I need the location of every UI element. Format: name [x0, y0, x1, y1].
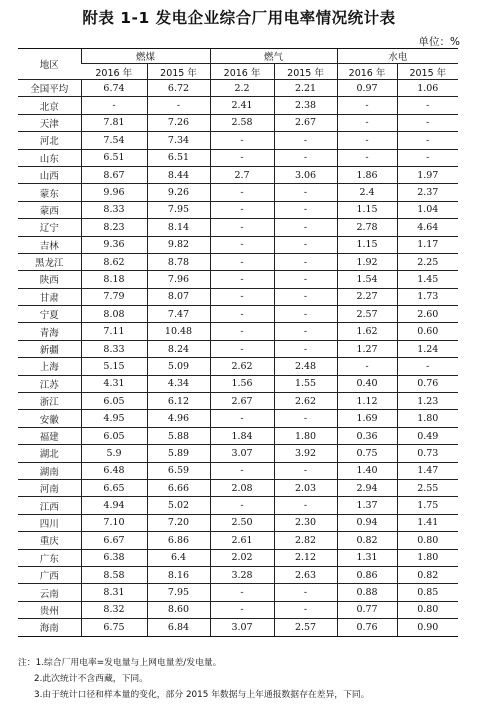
- value-cell: -: [274, 253, 337, 270]
- value-cell: 0.77: [337, 601, 397, 618]
- value-cell: 1.06: [397, 80, 458, 97]
- value-cell: 2.94: [337, 479, 397, 496]
- header-group-gas: 燃气: [210, 49, 337, 64]
- value-cell: 6.48: [81, 462, 147, 479]
- value-cell: 5.09: [147, 358, 210, 375]
- table-row: [18, 462, 458, 479]
- value-cell: -: [274, 340, 337, 357]
- value-cell: 4.31: [81, 375, 147, 392]
- region-cell: 青海: [18, 323, 81, 340]
- value-cell: 2.03: [274, 479, 337, 496]
- value-cell: 9.96: [81, 184, 147, 201]
- value-cell: 1.54: [337, 271, 397, 288]
- value-cell: -: [210, 132, 274, 149]
- value-cell: 8.31: [81, 584, 147, 601]
- header-year: 2016 年: [210, 64, 274, 80]
- value-cell: 3.92: [274, 445, 337, 462]
- value-cell: 1.92: [337, 253, 397, 270]
- value-cell: 5.9: [81, 445, 147, 462]
- region-cell: 海南: [18, 619, 81, 636]
- value-cell: 6.74: [81, 80, 147, 97]
- value-cell: 2.67: [274, 114, 337, 131]
- table-row: [18, 358, 458, 375]
- value-cell: 0.80: [397, 532, 458, 549]
- value-cell: 1.80: [397, 549, 458, 566]
- table-row: [18, 271, 458, 288]
- table-row: [18, 427, 458, 444]
- table-row: [18, 306, 458, 323]
- value-cell: 8.44: [147, 166, 210, 183]
- value-cell: 3.07: [210, 445, 274, 462]
- value-cell: -: [397, 114, 458, 131]
- value-cell: -: [81, 97, 147, 114]
- value-cell: 2.25: [397, 253, 458, 270]
- value-cell: 8.62: [81, 253, 147, 270]
- value-cell: 1.55: [274, 375, 337, 392]
- value-cell: 5.15: [81, 358, 147, 375]
- value-cell: -: [337, 114, 397, 131]
- value-cell: 7.34: [147, 132, 210, 149]
- value-cell: 8.08: [81, 306, 147, 323]
- value-cell: 7.54: [81, 132, 147, 149]
- value-cell: 1.31: [337, 549, 397, 566]
- region-cell: 贵州: [18, 601, 81, 618]
- value-cell: 6.72: [147, 80, 210, 97]
- value-cell: 2.30: [274, 514, 337, 531]
- value-cell: 10.48: [147, 323, 210, 340]
- table-row: [18, 114, 458, 131]
- value-cell: 6.67: [81, 532, 147, 549]
- value-cell: 6.38: [81, 549, 147, 566]
- value-cell: -: [397, 358, 458, 375]
- value-cell: 0.75: [337, 445, 397, 462]
- table-row: [18, 97, 458, 114]
- table-row: [18, 601, 458, 618]
- value-cell: 0.86: [337, 566, 397, 583]
- header-year: 2016 年: [337, 64, 397, 80]
- value-cell: 2.60: [397, 306, 458, 323]
- value-cell: -: [210, 462, 274, 479]
- value-cell: -: [210, 340, 274, 357]
- value-cell: -: [274, 462, 337, 479]
- table-row: [18, 184, 458, 201]
- region-cell: 陕西: [18, 271, 81, 288]
- value-cell: 2.7: [210, 166, 274, 183]
- value-cell: 7.20: [147, 514, 210, 531]
- value-cell: 1.75: [397, 497, 458, 514]
- value-cell: -: [210, 184, 274, 201]
- value-cell: 6.05: [81, 393, 147, 410]
- value-cell: 4.95: [81, 410, 147, 427]
- region-cell: 新疆: [18, 340, 81, 357]
- value-cell: 4.94: [81, 497, 147, 514]
- value-cell: -: [274, 184, 337, 201]
- region-cell: 山西: [18, 166, 81, 183]
- value-cell: 0.85: [397, 584, 458, 601]
- region-cell: 江西: [18, 497, 81, 514]
- value-cell: -: [210, 497, 274, 514]
- value-cell: 8.07: [147, 288, 210, 305]
- value-cell: 8.32: [81, 601, 147, 618]
- region-cell: 福建: [18, 427, 81, 444]
- value-cell: 1.41: [397, 514, 458, 531]
- region-cell: 广东: [18, 549, 81, 566]
- value-cell: -: [274, 323, 337, 340]
- value-cell: -: [337, 358, 397, 375]
- value-cell: 2.82: [274, 532, 337, 549]
- note-2: 2.此次统计不含西藏，下同。: [34, 674, 148, 684]
- region-cell: 江苏: [18, 375, 81, 392]
- table-row: [18, 497, 458, 514]
- value-cell: 1.24: [397, 340, 458, 357]
- value-cell: 6.51: [81, 149, 147, 166]
- value-cell: 1.37: [337, 497, 397, 514]
- value-cell: 2.02: [210, 549, 274, 566]
- value-cell: 1.27: [337, 340, 397, 357]
- value-cell: -: [210, 601, 274, 618]
- value-cell: -: [274, 306, 337, 323]
- value-cell: -: [274, 149, 337, 166]
- note-3: 3.由于统计口径和样本量的变化，部分 2015 年数据与上年通报数据存在差异，下同。: [34, 690, 370, 700]
- value-cell: 6.12: [147, 393, 210, 410]
- value-cell: 1.17: [397, 236, 458, 253]
- value-cell: 2.2: [210, 80, 274, 97]
- unit-label: 单位：%: [418, 36, 460, 48]
- table-body: [18, 80, 458, 637]
- table-row: [18, 619, 458, 636]
- value-cell: -: [210, 149, 274, 166]
- value-cell: 0.82: [337, 532, 397, 549]
- table-row: [18, 253, 458, 270]
- value-cell: 0.73: [397, 445, 458, 462]
- value-cell: 8.18: [81, 271, 147, 288]
- value-cell: 8.58: [81, 566, 147, 583]
- value-cell: 6.84: [147, 619, 210, 636]
- table-row: [18, 410, 458, 427]
- value-cell: 4.34: [147, 375, 210, 392]
- region-cell: 上海: [18, 358, 81, 375]
- header-year: 2015 年: [274, 64, 337, 80]
- value-cell: 6.51: [147, 149, 210, 166]
- value-cell: 7.95: [147, 584, 210, 601]
- region-cell: 宁夏: [18, 306, 81, 323]
- value-cell: 7.26: [147, 114, 210, 131]
- table-row: [18, 532, 458, 549]
- statistics-table: [18, 48, 458, 637]
- value-cell: 2.55: [397, 479, 458, 496]
- value-cell: -: [337, 132, 397, 149]
- region-cell: 四川: [18, 514, 81, 531]
- value-cell: 7.79: [81, 288, 147, 305]
- region-cell: 山东: [18, 149, 81, 166]
- value-cell: 4.64: [397, 219, 458, 236]
- value-cell: 0.36: [337, 427, 397, 444]
- value-cell: 1.15: [337, 201, 397, 218]
- value-cell: 1.47: [397, 462, 458, 479]
- value-cell: 9.36: [81, 236, 147, 253]
- table-row: [18, 479, 458, 496]
- table-row: [18, 132, 458, 149]
- value-cell: 0.82: [397, 566, 458, 583]
- value-cell: -: [147, 97, 210, 114]
- value-cell: 2.61: [210, 532, 274, 549]
- value-cell: 4.96: [147, 410, 210, 427]
- value-cell: 8.33: [81, 340, 147, 357]
- value-cell: 2.57: [274, 619, 337, 636]
- value-cell: 7.95: [147, 201, 210, 218]
- value-cell: -: [210, 410, 274, 427]
- table-row: [18, 445, 458, 462]
- value-cell: 2.58: [210, 114, 274, 131]
- header-year: 2016 年: [81, 64, 147, 80]
- table-row: [18, 236, 458, 253]
- value-cell: -: [274, 497, 337, 514]
- header-year: 2015 年: [147, 64, 210, 80]
- value-cell: 6.05: [81, 427, 147, 444]
- value-cell: 2.27: [337, 288, 397, 305]
- region-cell: 河南: [18, 479, 81, 496]
- region-cell: 北京: [18, 97, 81, 114]
- value-cell: 1.56: [210, 375, 274, 392]
- region-cell: 黑龙江: [18, 253, 81, 270]
- value-cell: -: [397, 132, 458, 149]
- value-cell: -: [397, 149, 458, 166]
- value-cell: 2.57: [337, 306, 397, 323]
- value-cell: -: [210, 201, 274, 218]
- value-cell: 7.96: [147, 271, 210, 288]
- region-cell: 蒙西: [18, 201, 81, 218]
- value-cell: -: [274, 288, 337, 305]
- value-cell: 0.94: [337, 514, 397, 531]
- region-cell: 辽宁: [18, 219, 81, 236]
- value-cell: 2.37: [397, 184, 458, 201]
- value-cell: 0.76: [337, 619, 397, 636]
- table-row: [18, 201, 458, 218]
- value-cell: 6.4: [147, 549, 210, 566]
- value-cell: -: [210, 306, 274, 323]
- value-cell: 0.76: [397, 375, 458, 392]
- value-cell: 2.50: [210, 514, 274, 531]
- value-cell: 2.62: [274, 393, 337, 410]
- region-cell: 云南: [18, 584, 81, 601]
- value-cell: -: [210, 323, 274, 340]
- region-cell: 甘肃: [18, 288, 81, 305]
- value-cell: 8.23: [81, 219, 147, 236]
- value-cell: 3.07: [210, 619, 274, 636]
- header-group-coal: 燃煤: [81, 49, 210, 64]
- value-cell: 6.75: [81, 619, 147, 636]
- value-cell: -: [210, 584, 274, 601]
- value-cell: -: [210, 271, 274, 288]
- table-row: [18, 323, 458, 340]
- region-cell: 湖南: [18, 462, 81, 479]
- value-cell: 7.81: [81, 114, 147, 131]
- value-cell: -: [337, 97, 397, 114]
- value-cell: 2.08: [210, 479, 274, 496]
- value-cell: 3.06: [274, 166, 337, 183]
- value-cell: 1.73: [397, 288, 458, 305]
- value-cell: -: [274, 236, 337, 253]
- value-cell: 2.63: [274, 566, 337, 583]
- value-cell: 2.21: [274, 80, 337, 97]
- value-cell: -: [274, 410, 337, 427]
- table-row: [18, 340, 458, 357]
- value-cell: 1.69: [337, 410, 397, 427]
- table-row: [18, 566, 458, 583]
- region-cell: 蒙东: [18, 184, 81, 201]
- value-cell: 6.66: [147, 479, 210, 496]
- value-cell: 1.40: [337, 462, 397, 479]
- value-cell: 0.40: [337, 375, 397, 392]
- value-cell: 7.47: [147, 306, 210, 323]
- value-cell: 1.45: [397, 271, 458, 288]
- table-row: [18, 288, 458, 305]
- value-cell: 1.80: [274, 427, 337, 444]
- value-cell: 0.88: [337, 584, 397, 601]
- header-region: 地区: [18, 49, 81, 80]
- region-cell: 重庆: [18, 532, 81, 549]
- table-row: [18, 549, 458, 566]
- value-cell: -: [210, 288, 274, 305]
- value-cell: 0.90: [397, 619, 458, 636]
- value-cell: 1.86: [337, 166, 397, 183]
- table-row: [18, 219, 458, 236]
- value-cell: 6.59: [147, 462, 210, 479]
- table-row: [18, 80, 458, 97]
- region-cell: 安徽: [18, 410, 81, 427]
- notes: [18, 655, 468, 703]
- value-cell: 2.38: [274, 97, 337, 114]
- value-cell: 7.10: [81, 514, 147, 531]
- value-cell: -: [210, 253, 274, 270]
- value-cell: -: [274, 271, 337, 288]
- value-cell: 1.04: [397, 201, 458, 218]
- value-cell: -: [397, 97, 458, 114]
- value-cell: 5.02: [147, 497, 210, 514]
- value-cell: -: [274, 132, 337, 149]
- region-cell: 河北: [18, 132, 81, 149]
- value-cell: 1.15: [337, 236, 397, 253]
- header-group-hydro: 水电: [337, 49, 458, 64]
- value-cell: 8.78: [147, 253, 210, 270]
- value-cell: 1.23: [397, 393, 458, 410]
- region-cell: 吉林: [18, 236, 81, 253]
- value-cell: 8.67: [81, 166, 147, 183]
- value-cell: -: [274, 601, 337, 618]
- value-cell: 6.86: [147, 532, 210, 549]
- value-cell: 1.84: [210, 427, 274, 444]
- region-cell: 全国平均: [18, 80, 81, 97]
- value-cell: -: [210, 219, 274, 236]
- value-cell: 8.14: [147, 219, 210, 236]
- value-cell: 2.4: [337, 184, 397, 201]
- value-cell: 1.62: [337, 323, 397, 340]
- value-cell: -: [210, 236, 274, 253]
- value-cell: 2.12: [274, 549, 337, 566]
- value-cell: 9.26: [147, 184, 210, 201]
- value-cell: 0.60: [397, 323, 458, 340]
- table-row: [18, 393, 458, 410]
- note-1: 注：1.综合厂用电率=发电量与上网电量差/发电量。: [18, 658, 222, 668]
- value-cell: 3.28: [210, 566, 274, 583]
- value-cell: 0.49: [397, 427, 458, 444]
- region-cell: 广西: [18, 566, 81, 583]
- table-row: [18, 584, 458, 601]
- value-cell: 0.97: [337, 80, 397, 97]
- value-cell: 2.48: [274, 358, 337, 375]
- table-row: [18, 166, 458, 183]
- region-cell: 浙江: [18, 393, 81, 410]
- value-cell: 8.16: [147, 566, 210, 583]
- value-cell: -: [274, 584, 337, 601]
- value-cell: 2.41: [210, 97, 274, 114]
- value-cell: 1.80: [397, 410, 458, 427]
- value-cell: -: [274, 201, 337, 218]
- table-row: [18, 514, 458, 531]
- value-cell: 2.62: [210, 358, 274, 375]
- region-cell: 天津: [18, 114, 81, 131]
- value-cell: 8.24: [147, 340, 210, 357]
- value-cell: 6.65: [81, 479, 147, 496]
- value-cell: -: [274, 219, 337, 236]
- value-cell: 8.60: [147, 601, 210, 618]
- header-year: 2015 年: [397, 64, 458, 80]
- table-row: [18, 149, 458, 166]
- value-cell: 8.33: [81, 201, 147, 218]
- value-cell: -: [337, 149, 397, 166]
- value-cell: 9.82: [147, 236, 210, 253]
- value-cell: 2.67: [210, 393, 274, 410]
- value-cell: 2.78: [337, 219, 397, 236]
- value-cell: 1.12: [337, 393, 397, 410]
- value-cell: 5.88: [147, 427, 210, 444]
- region-cell: 湖北: [18, 445, 81, 462]
- table-row: [18, 375, 458, 392]
- document-title: 附表 1-1 发电企业综合厂用电率情况统计表: [82, 9, 396, 27]
- value-cell: 7.11: [81, 323, 147, 340]
- value-cell: 0.80: [397, 601, 458, 618]
- value-cell: 5.89: [147, 445, 210, 462]
- value-cell: 1.97: [397, 166, 458, 183]
